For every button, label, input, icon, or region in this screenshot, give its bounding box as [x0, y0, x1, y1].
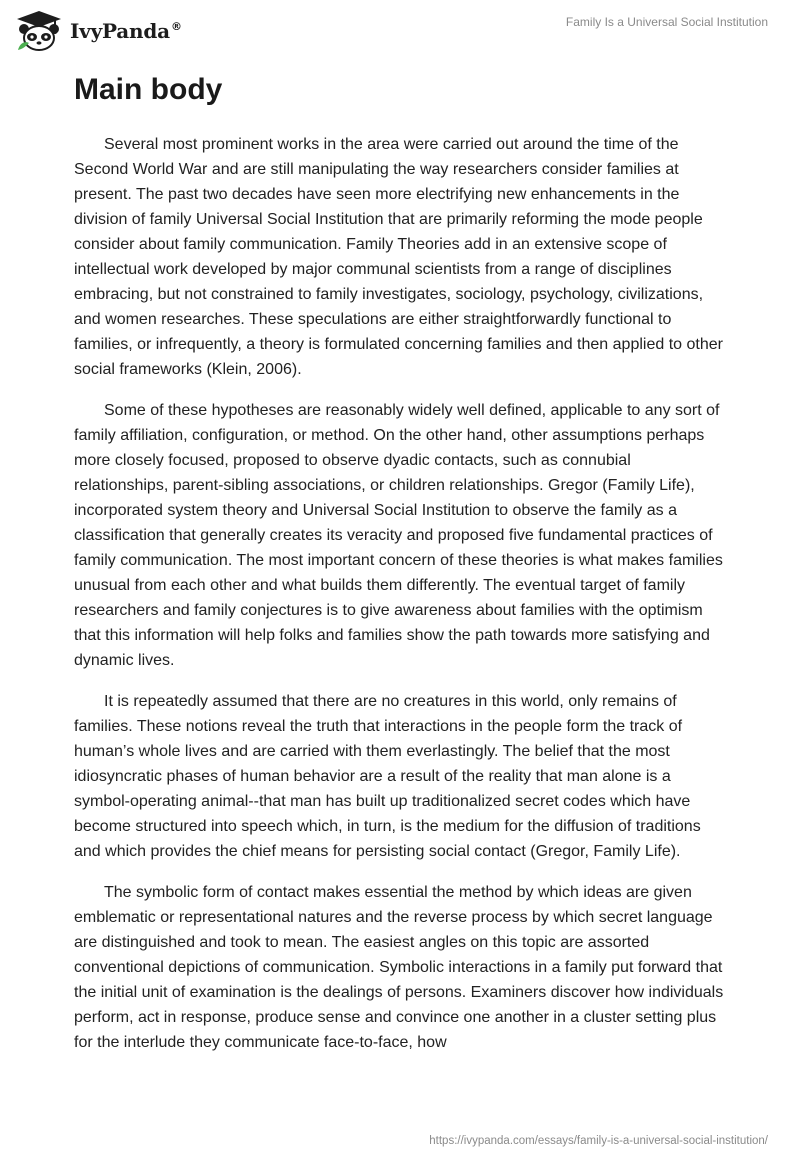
- paragraph: The symbolic form of contact makes essential the method by which ideas are given emblematic or representational natures and the reverse process by which secret language are distinguished and took to mean. The easiest angles on this topic are assorted conventional depictions of communication. Symbolic interactions in a family put forward that the initial unit of examination is the dealings of persons. Examiners discover how individuals perform, act in response, produce sense and convince one another in a cluster setting plus for the interlude they communicate face-to-face, how: [74, 884, 724, 1051]
- paragraph: Several most prominent works in the area were carried out around the time of the Second World War and are still manipulating the way researchers consider families at present. The past two decades have seen more electrifying new enhancements in the division of family Universal Social Institution that are primarily reforming the mode people consider about family communication. Family Theories add in an extensive scope of intellectual work developed by major communal scientists from a range of disciplines embracing, but not constrained to family investigates, sociology, psychology, civilizations, and women researches. These speculations are either straightforwardly functional to families, or infrequently, a theory is formulated concerning families and then applied to other social frameworks (Klein, 2006).: [74, 136, 723, 378]
- paragraph: It is repeatedly assumed that there are no creatures in this world, only remains of families. These notions reveal the truth that interactions in the people form the track of human’s whole lives and are carried with them everlastingly. The belief that the most idiosyncratic phases of human behavior are a result of the reality that man alone is a symbol-operating animal--that man has built up traditionalized secret codes which have become structured into speech which, in turn, is the medium for the diffusion of traditions and which provides the chief means for persisting social contact (Gregor, Family Life).: [74, 693, 701, 860]
- section-heading: Main body: [74, 73, 223, 106]
- source-url-link[interactable]: https://ivypanda.com/essays/family-is-a-universal-social-institution/: [429, 1135, 768, 1147]
- paragraph: Some of these hypotheses are reasonably widely well defined, applicable to any sort of family affiliation, configuration, or method. On the other hand, other assumptions perhaps more closely focused, proposed to observe dyadic contacts, such as connubial relationships, parent-sibling associations, or children relationships. Gregor (Family Life), incorporated system theory and Universal Social Institution to observe the family as a classification that generally creates its veracity and proposed five fundamental practices of family communication. The most important concern of these theories is what makes families unusual from each other and what builds them differently. The eventual target of family researchers and family conjectures is to give awareness about families with the optimism that this information will help folks and families show the path towards more satisfying and dynamic lives.: [74, 402, 723, 669]
- registered-mark: ®: [170, 20, 182, 34]
- essay-body: [74, 132, 728, 1071]
- panda-logo-icon: [14, 10, 64, 52]
- document-title: Family Is a Universal Social Institution: [565, 15, 768, 29]
- site-logo[interactable]: [14, 10, 182, 52]
- brand-name: IvyPanda®: [70, 19, 182, 43]
